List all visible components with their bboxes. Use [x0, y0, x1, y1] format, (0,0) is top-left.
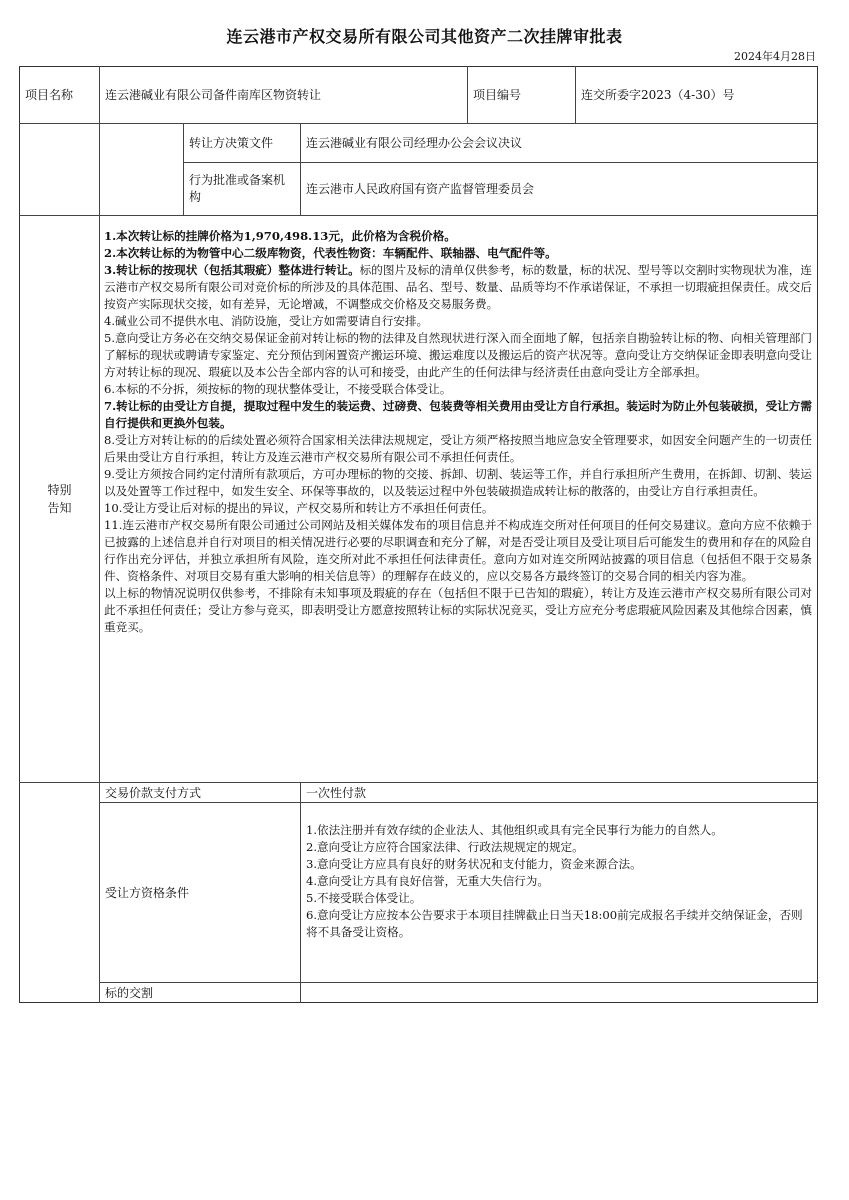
notice-item-4 — [104, 313, 812, 330]
qualification-item: 5.不接受联合体受让。 — [306, 891, 422, 905]
project-name-value: 连云港碱业有限公司备件南库区物资转让 — [105, 88, 322, 102]
notice-text: 标的图片及标的清单仅供参考，标的数量，标的状况、型号等以交割时实物现状为准，连云港市产权交易所有限公司对竞价标的所涉及的具体范围、品名、型号、数量、品质等均不作承诺保证，不承担一切瑕疵担保责任。成交后按资产实际现状交接，如有差异，无论增减，不调整成交价格及交易服务费。 — [104, 263, 812, 311]
notice-text: 6.本标的不分拆，须按标的物的现状整体受让，不接受联合体受让。 — [104, 382, 452, 396]
special-notice-content — [100, 228, 816, 636]
special-notice-label-text: 特别告知 — [47, 483, 72, 515]
decision-file-value: 连云港碱业有限公司经理办公会会议决议 — [306, 136, 523, 150]
project-number-value: 连交所委字2023（4-30）号 — [581, 88, 735, 102]
notice-item-9 — [104, 466, 812, 500]
notice-text: 1.本次转让标的挂牌价格为1,970,498.13元，此价格为含税价格。 — [104, 229, 456, 243]
notice-item-11 — [104, 517, 812, 585]
qualification-content — [302, 822, 816, 941]
project-name-label: 项目名称 — [25, 88, 74, 102]
notice-item-3 — [104, 262, 812, 313]
notice-item-10 — [104, 500, 812, 517]
payment-value: 一次性付款 — [306, 785, 367, 800]
notice-item-7 — [104, 398, 812, 432]
approval-org-label: 行为批准或备案机构 — [189, 173, 286, 204]
notice-text: 5.意向受让方务必在交纳交易保证金前对转让标的物的法律及自然现状进行深入而全面地了解，包括亲自勘验转让标的物、向相关管理部门了解标的现状或聘请专家鉴定、充分预估到闲置资产搬运环境、搬运难度以及搬运后的资产状况等。意向受让方交纳保证金即表明意向受让方对转让标的现况、瑕疵以及本公告全部内容的认可和接受，由此产生的任何法律与经济责任由意向受让方全部承担。 — [104, 331, 812, 379]
approval-org-value: 连云港市人民政府国有资产监督管理委员会 — [306, 182, 535, 196]
notice-text: 8.受让方对转让标的的后续处置必须符合国家相关法律法规规定，受让方须严格按照当地应急安全管理要求，如因安全问题产生的一切责任后果由受让方自行承担，转让方及连云港市产权交易所有限公司不承担任何责任。 — [104, 433, 812, 464]
qualification-item: 1.依法注册并有效存续的企业法人、其他组织或具有完全民事行为能力的自然人。 — [306, 823, 723, 837]
qualification-item: 6.意向受让方应按本公告要求于本项目挂牌截止日当天18:00前完成报名手续并交纳保证金，否则将不具备受让资格。 — [306, 908, 803, 939]
delivery-value — [301, 983, 818, 1002]
notice-text: 9.受让方须按合同约定付清所有款项后，方可办理标的物的交接、拆卸、切割、装运等工作，并自行承担所产生费用，在拆卸、切割、装运以及处置等工作过程中，如发生安全、环保等事故的，以及装运过程中外包装破损造成转让标的散落的，由受让方自行承担责任。 — [104, 467, 812, 498]
notice-text: 10.受让方受让后对标的提出的异议，产权交易所和转让方不承担任何责任。 — [104, 501, 494, 515]
notice-item-5 — [104, 330, 812, 381]
form-date: 2024年4月28日 — [734, 50, 816, 63]
divider — [300, 782, 301, 1003]
notice-text: 2.本次转让标的为物管中心二级库物资，代表性物资：车辆配件、联轴器、电气配件等。 — [104, 246, 557, 260]
project-number-label: 项目编号 — [473, 88, 522, 102]
page-title: 连云港市产权交易所有限公司其他资产二次挂牌审批表 — [226, 27, 623, 46]
qualification-item: 2.意向受让方应符合国家法律、行政法规规定的规定。 — [306, 840, 584, 854]
notice-item-2 — [104, 245, 812, 262]
notice-text: 11.连云港市产权交易所有限公司通过公司网站及相关媒体发布的项目信息并不构成连交所对任何项目的任何交易建议。意向方应不依赖于已披露的上述信息并自行对项目的相关情况进行必要的尽职调查和充分了解，对是否受让项目及受让项目后可能发生的费用和存在的风险自行作出充分评估，并独立承担所有风险，连交所对此不承担任何法律责任。意向方如对连交所网站披露的项目信息（包括但不限于交易条件、资格条件、对项目交易有重大影响的相关信息等）的理解存在歧义的，应以交易各方最终签订的交易合同的相关内容为准。 — [104, 518, 812, 583]
decision-file-label: 转让方决策文件 — [189, 136, 274, 150]
divider — [99, 215, 818, 216]
special-notice-label — [20, 216, 99, 782]
notice-item-6 — [104, 381, 812, 398]
qualification-label: 受让方资格条件 — [105, 885, 190, 900]
notice-item-12 — [104, 585, 812, 636]
notice-text: 3.转让标的按现状（包括其瑕疵）整体进行转让。 — [104, 263, 360, 277]
delivery-label: 标的交割 — [105, 985, 154, 1000]
notice-item-1 — [104, 228, 812, 245]
notice-text: 7.转让标的由受让方自提，提取过程中发生的装运费、过磅费、包装费等相关费用由受让方自行承担。装运时为防止外包装破损，受让方需自行提供和更换外包装。 — [104, 399, 812, 430]
notice-text: 4.碱业公司不提供水电、消防设施，受让方如需要请自行安排。 — [104, 314, 429, 328]
notice-text: 以上标的物情况说明仅供参考，不排除有未知事项及瑕疵的存在（包括但不限于已告知的瑕疵），转让方及连云港市产权交易所有限公司对此不承担任何责任；受让方参与竞买，即表明受让方愿意按照转让标的实际状况竞买，受让方应充分考虑瑕疵风险因素及其他综合因素，慎重竞买。 — [104, 586, 812, 634]
qualification-item: 4.意向受让方具有良好信誉，无重大失信行为。 — [306, 874, 549, 888]
qualification-item: 3.意向受让方应具有良好的财务状况和支付能力，资金来源合法。 — [306, 857, 642, 871]
payment-label: 交易价款支付方式 — [105, 785, 202, 800]
notice-item-8 — [104, 432, 812, 466]
